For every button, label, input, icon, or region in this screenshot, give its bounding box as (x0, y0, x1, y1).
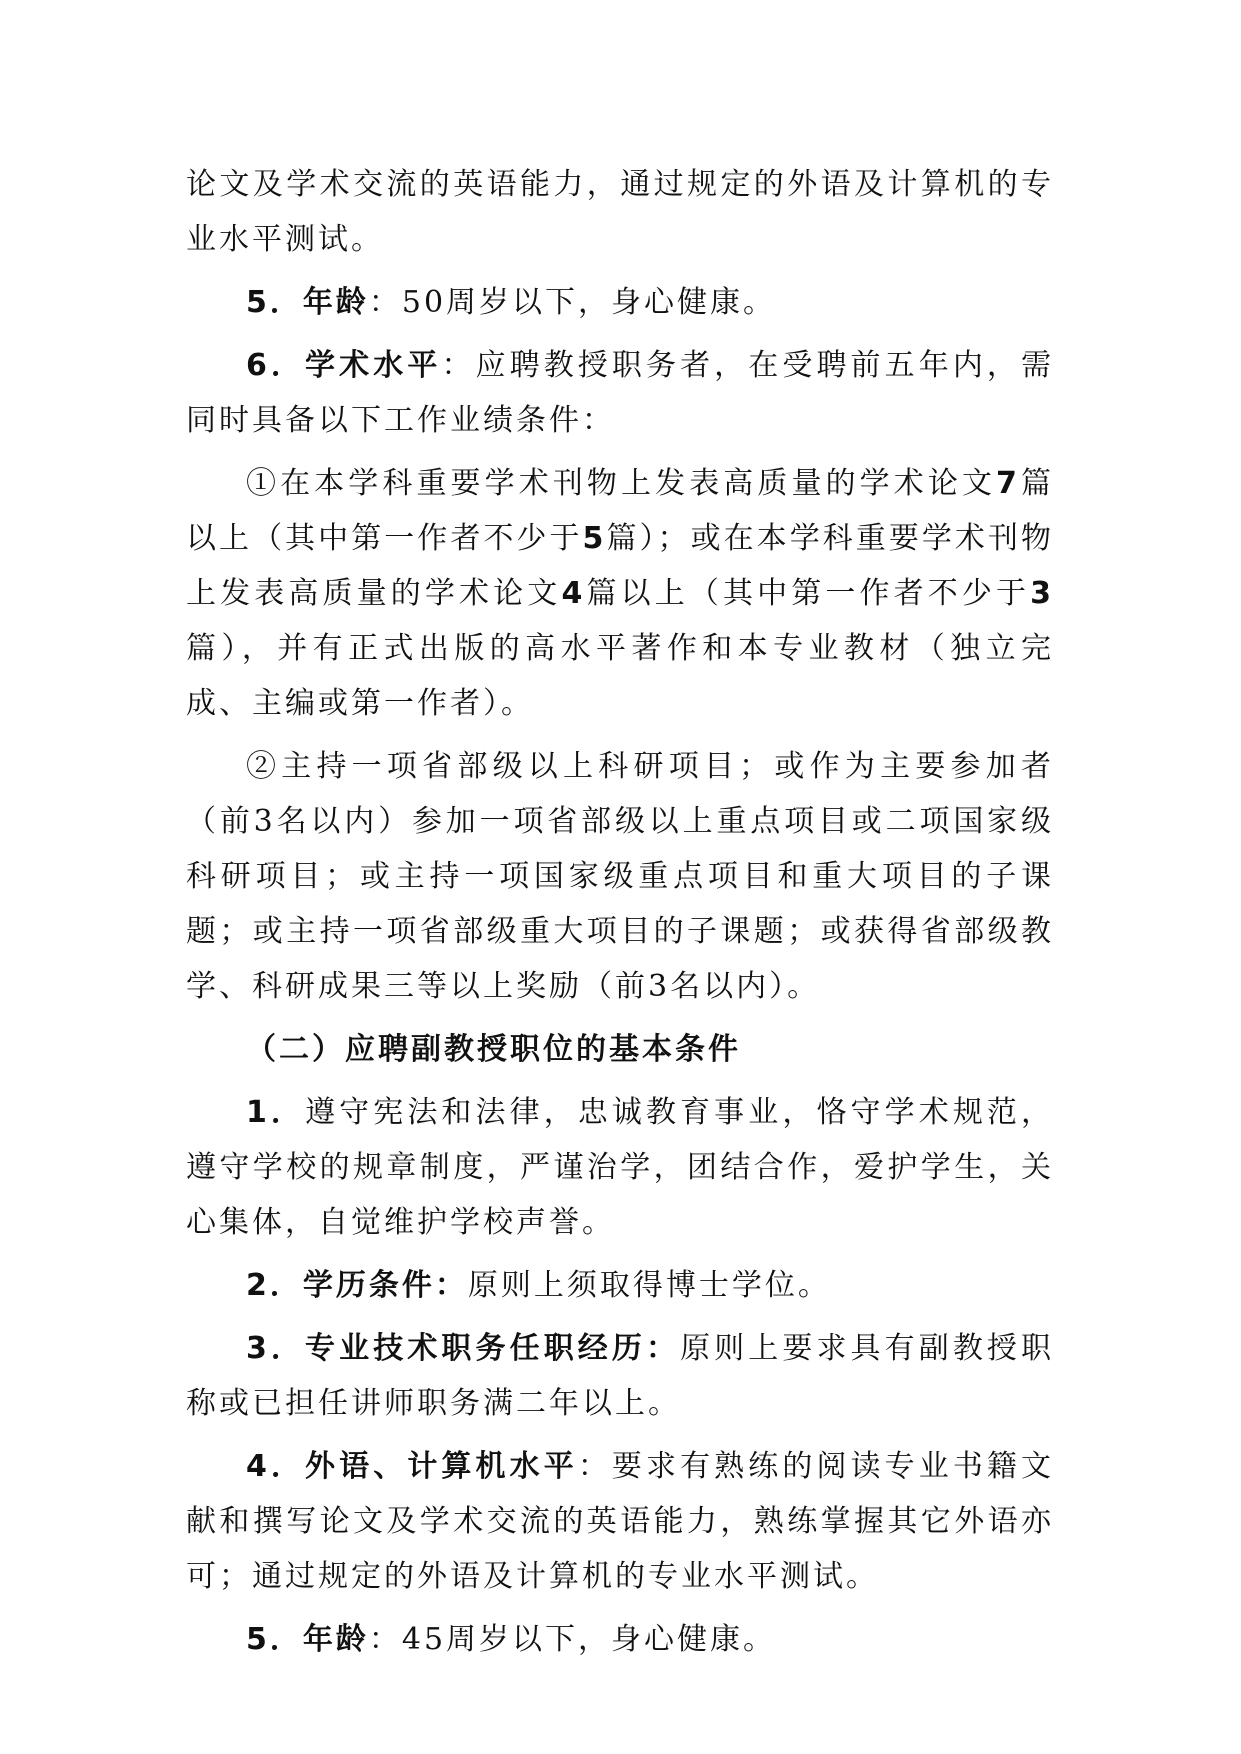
text-run: ：要求有熟练的阅读专业书籍文献和撰写论文及学术交流的英语能力，熟练掌握其它外语亦可；通过规定的外语及计算机的专业水平测试。 (186, 1449, 1055, 1594)
text-run: ①在本学科重要学术刊物上发表高质量的学术论文 (246, 466, 997, 501)
bold-text: 4．外语、计算机水平 (246, 1449, 578, 1484)
text-run: 原则上须取得博士学位。 (467, 1268, 831, 1303)
text-run: 篇）；或在本学科重要学术刊物上发表高质量的学术论文 (186, 521, 1055, 611)
bold-text: 2．学历条件： (246, 1268, 468, 1303)
bold-text: 5．年龄 (246, 285, 369, 320)
paragraph (186, 1439, 1054, 1604)
bold-text: 5 (582, 521, 607, 556)
paragraph (186, 1612, 1054, 1667)
text-run: ：应聘教授职务者，在受聘前五年内，需同时具备以下工作业绩条件： (186, 348, 1055, 438)
bold-text: 1． (246, 1095, 306, 1130)
paragraph (186, 739, 1054, 1014)
paragraph (186, 338, 1054, 448)
bold-text: 4 (561, 576, 586, 611)
text-run: ：50周岁以下，身心健康。 (368, 285, 777, 320)
text-run: 论文及学术交流的英语能力，通过规定的外语及计算机的专业水平测试。 (186, 167, 1054, 257)
bold-text: 7 (996, 466, 1020, 501)
text-run: 篇以上（其中第一作者不少于 (186, 466, 1055, 556)
text-run: ②主持一项省部级以上科研项目；或作为主要参加者（前3名以内）参加一项省部级以上重点项目或二项国家级科研项目；或主持一项国家级重点项目和重大项目的子课题；或主持一项省部级重大项目的子课题；或获得省部级教学、科研成果三等以上奖励（前3名以内）。 (186, 749, 1054, 1004)
text-run: 原则上要求具有副教授职称或已担任讲师职务满二年以上。 (186, 1331, 1055, 1421)
bold-text: （二）应聘副教授职位的基本条件 (246, 1032, 741, 1067)
paragraph (186, 1258, 1054, 1313)
paragraph (186, 456, 1054, 731)
paragraph (186, 157, 1054, 267)
document-body (186, 157, 1054, 1667)
bold-text: 6．学术水平 (246, 348, 442, 383)
bold-text: 3．专业技术职务任职经历： (246, 1331, 681, 1366)
text-run: 篇以上（其中第一作者不少于 (585, 576, 1031, 611)
bold-text: 3 (1030, 576, 1055, 611)
text-run: 遵守宪法和法律，忠诚教育事业，恪守学术规范，遵守学校的规章制度，严谨治学，团结合作，爱护学生，关心集体，自觉维护学校声誉。 (186, 1095, 1055, 1240)
paragraph (186, 275, 1054, 330)
paragraph (186, 1321, 1054, 1431)
bold-text: 5．年龄 (246, 1622, 369, 1657)
text-run: ：45周岁以下，身心健康。 (368, 1622, 777, 1657)
text-run: 篇），并有正式出版的高水平著作和本专业教材（独立完成、主编或第一作者）。 (186, 631, 1054, 721)
section-heading (186, 1022, 1054, 1077)
paragraph (186, 1085, 1054, 1250)
